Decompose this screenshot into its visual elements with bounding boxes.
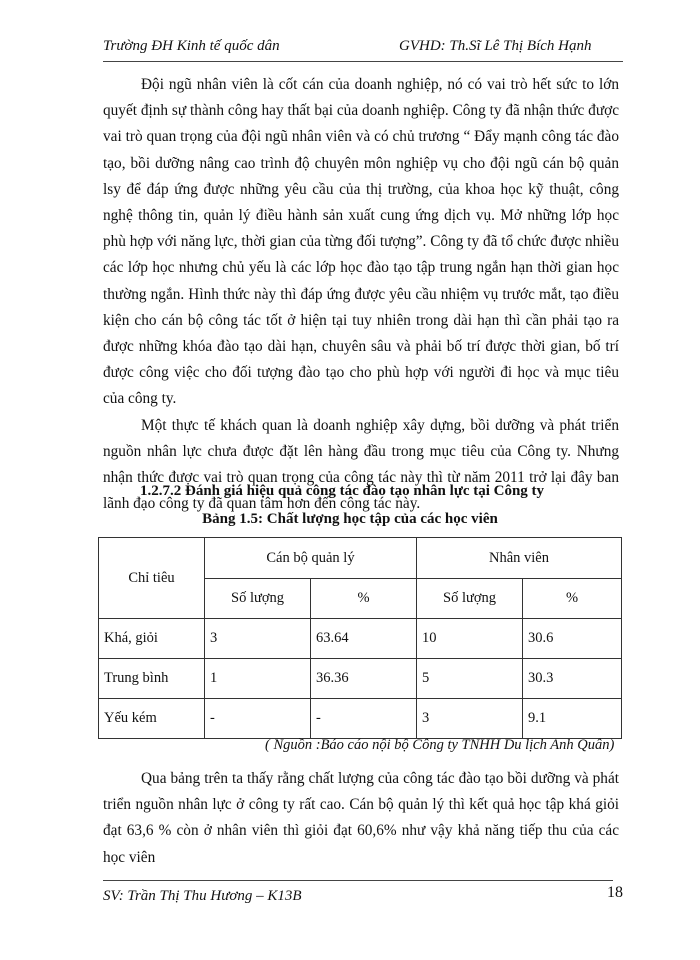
table-cell: 3 [205, 619, 311, 659]
subheader-percent: % [311, 579, 417, 619]
table-caption: Bảng 1.5: Chất lượng học tập của các học viên [202, 511, 498, 527]
table-row [99, 699, 622, 739]
paragraph-2: Một thực tế khách quan là doanh nghiệp xây dựng, bồi dưỡng và phát triển nguồn nhân lực chưa được đặt lên hàng đầu trong mục tiêu của Công ty. Nhưng nhận thức được vai trò quan trọng của công tác này thì từ năm 2011 trở lại đây ban lãnh đạo công ty đã quan tâm hơn đến công tác này. [103, 416, 619, 513]
table-source: ( Nguồn :Báo cáo nội bộ Công ty TNHH Du lịch Anh Quân) [265, 737, 615, 753]
paragraph-1: Đội ngũ nhân viên là cốt cán của doanh nghiệp, nó có vai trò hết sức to lớn quyết định sự thành công hay thất bại của doanh nghiệp. Công ty đã nhận thức được vai trò quan trọng của đội ngũ nhân viên và có chủ trương “ Đẩy mạnh công tác đào tạo, bồi dưỡng nâng cao trình độ chuyên môn nghiệp vụ cho đội ngũ cán bộ quản lsy để đáp ứng được những yêu cầu của thị trường, của khoa học kỹ thuật, công nghệ thông tin, quản lý điều hành sản xuất cung ứng dịch vụ. Mở những lớp học phù hợp với năng lực, thời gian của từng đối tượng”. Công ty đã tổ chức được nhiều các lớp học nhưng chủ yếu là các lớp học đào tạo tập trung ngắn hạn thời gian học thường ngắn. Hình thức này thì đáp ứng được yêu cầu nhiệm vụ trước mắt, tạo điều kiện cho cán bộ công tác tốt ở hiện tại tuy nhiên trong dài hạn thì cần phải tạo ra được những khóa đào tạo dài hạn, chuyên sâu và phải bố trí được thời gian, bố trí được công việc cho đối tượng đào tạo cho phù hợp với người đi học và mục tiêu của công ty. [103, 76, 619, 408]
table-cell: 5 [417, 659, 523, 699]
table-cell: - [311, 699, 417, 739]
page-header [103, 36, 623, 62]
page-number: 18 [607, 884, 623, 901]
table-cell: 9.1 [523, 699, 622, 739]
section-heading: 1.2.7.2 Đánh giá hiệu quả công tác đào tạo nhân lực tại Công ty [140, 483, 545, 499]
table-cell: 30.3 [523, 659, 622, 699]
page-footer [103, 880, 623, 914]
row-label: Khá, giỏi [99, 619, 205, 659]
subheader-count: Số lượng [205, 579, 311, 619]
quality-table [98, 537, 622, 739]
footer-rule [103, 880, 613, 881]
footer-author: SV: Trần Thị Thu Hương – K13B [103, 888, 302, 904]
row-label: Yếu kém [99, 699, 205, 739]
col-group-staff: Nhân viên [417, 538, 622, 579]
header-school: Trường ĐH Kinh tế quốc dân [103, 38, 280, 54]
table-header-row [99, 538, 622, 579]
header-rule [103, 61, 623, 62]
paragraph-3: Qua bảng trên ta thấy rằng chất lượng của công tác đào tạo bồi dưỡng và phát triển nguồn nhân lực ở công ty rất cao. Cán bộ quản lý thì kết quả học tập khá giỏi đạt 63,6 % còn ở nhân viên thì giỏi đạt 60,6% như vậy khả năng tiếp thu của các học viên [103, 770, 619, 866]
col-header-indicator: Chỉ tiêu [99, 538, 205, 619]
row-label: Trung bình [99, 659, 205, 699]
table-cell: 30.6 [523, 619, 622, 659]
table-cell: 10 [417, 619, 523, 659]
table-cell: 1 [205, 659, 311, 699]
table-cell: 63.64 [311, 619, 417, 659]
header-advisor: GVHD: Th.Sĩ Lê Thị Bích Hạnh [399, 38, 592, 54]
table-row [99, 659, 622, 699]
closing-text [103, 766, 619, 871]
col-group-managers: Cán bộ quản lý [205, 538, 417, 579]
table-cell: - [205, 699, 311, 739]
subheader-count: Số lượng [417, 579, 523, 619]
table-cell: 3 [417, 699, 523, 739]
table-cell: 36.36 [311, 659, 417, 699]
table-row [99, 619, 622, 659]
body-text [103, 72, 619, 517]
subheader-percent: % [523, 579, 622, 619]
